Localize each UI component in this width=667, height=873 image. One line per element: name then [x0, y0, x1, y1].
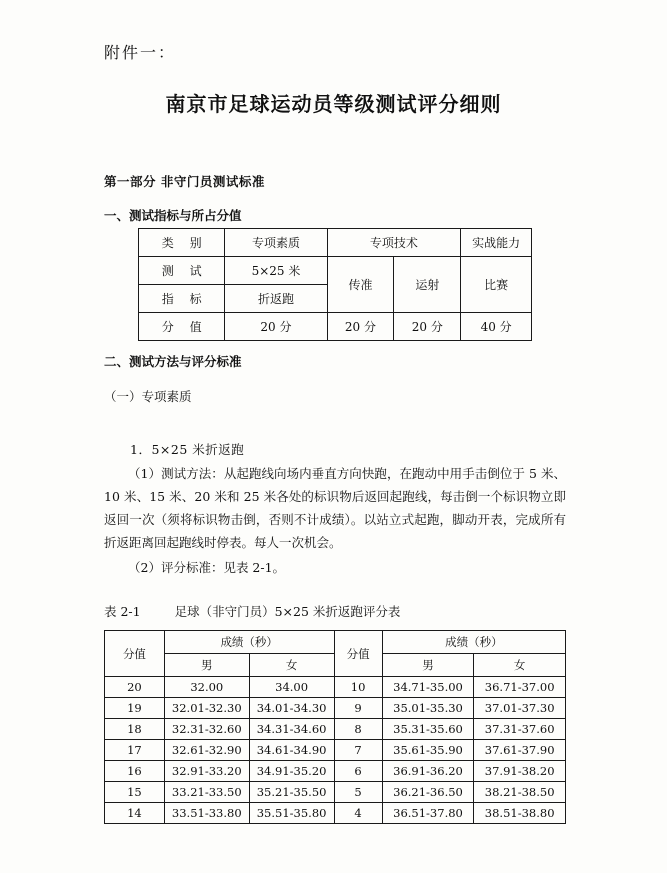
cell-score-fitness: 20 分: [225, 313, 327, 341]
table-row: [139, 313, 532, 341]
cell-male: 36.21-36.50: [382, 782, 474, 803]
cell-male: 35.01-35.30: [382, 698, 474, 719]
cell-male: 35.31-35.60: [382, 719, 474, 740]
section-two-heading: 二、测试方法与评分标准: [104, 354, 242, 369]
cell-male: 36.91-36.20: [382, 761, 474, 782]
cell-score: 17: [105, 740, 165, 761]
cell-female: 38.51-38.80: [474, 803, 566, 824]
cell-male: 35.61-35.90: [382, 740, 474, 761]
cell-score: 5: [334, 782, 382, 803]
table-row: [139, 257, 532, 285]
cell-female: 37.91-38.20: [474, 761, 566, 782]
cell-female: 34.61-34.90: [249, 740, 334, 761]
header-male-left: 男: [164, 654, 249, 677]
table-row: [105, 782, 566, 803]
cell-score-match: 40 分: [461, 313, 532, 341]
caption-text: 足球（非守门员）5×25 米折返跑评分表: [174, 604, 401, 619]
item-1-heading: 1．5×25 米折返跑: [130, 442, 245, 457]
cell-male: 32.61-32.90: [164, 740, 249, 761]
cell-male: 33.21-33.50: [164, 782, 249, 803]
cell-female: 35.21-35.50: [249, 782, 334, 803]
cell-male: 32.31-32.60: [164, 719, 249, 740]
caption-number: 表 2-1: [104, 604, 141, 619]
table-row: [105, 719, 566, 740]
cell-score-label: 分 值: [139, 313, 225, 341]
cell-test-label: 测 试: [139, 257, 225, 285]
header-male-right: 男: [382, 654, 474, 677]
table-2-1-caption: [104, 602, 400, 620]
cell-female: 36.71-37.00: [474, 677, 566, 698]
cell-score-passing: 20 分: [327, 313, 394, 341]
cell-male: 36.51-37.80: [382, 803, 474, 824]
cell-score: 6: [334, 761, 382, 782]
cell-test-passing: 传准: [327, 257, 394, 313]
cell-category-technique: 专项技术: [327, 229, 461, 257]
cell-index-shuttle: 折返跑: [225, 285, 327, 313]
cell-male: 32.91-33.20: [164, 761, 249, 782]
table-row: [105, 677, 566, 698]
score-table: [104, 630, 566, 824]
table-row: [139, 229, 532, 257]
header-score-right: 分值: [334, 631, 382, 677]
attachment-label: 附件一：: [104, 43, 177, 62]
table-row: [105, 698, 566, 719]
cell-score: 18: [105, 719, 165, 740]
cell-test-5x25: 5×25 米: [225, 257, 327, 285]
cell-score-shooting: 20 分: [394, 313, 461, 341]
header-result-right: 成绩（秒）: [382, 631, 565, 654]
cell-female: 34.01-34.30: [249, 698, 334, 719]
table-row: [105, 631, 566, 654]
indicators-table: [138, 228, 532, 341]
cell-category-match: 实战能力: [461, 229, 532, 257]
header-female-left: 女: [249, 654, 334, 677]
cell-test-game: 比赛: [461, 257, 532, 313]
cell-test-shooting: 运射: [394, 257, 461, 313]
table-row: [105, 761, 566, 782]
header-result-left: 成绩（秒）: [164, 631, 334, 654]
paragraph-test-method: （1）测试方法：从起跑线向场内垂直方向快跑，在跑动中用手击倒位于 5 米、10 米、15 米、20 米和 25 米各处的标识物后返回起跑线，每击倒一个标识物立即返回一次（须将标识物击倒，否则不计成绩）。以站立式起跑，脚动开表，完成所有折返距离回起跑线时停表。每人一次机会。: [104, 466, 566, 550]
cell-male: 34.71-35.00: [382, 677, 474, 698]
part-one-heading: 第一部分 非守门员测试标准: [104, 174, 265, 189]
page-title: 南京市足球运动员等级测试评分细则: [165, 92, 502, 116]
cell-female: 34.91-35.20: [249, 761, 334, 782]
cell-male: 33.51-33.80: [164, 803, 249, 824]
paragraph-scoring-standard: （2）评分标准：见表 2-1。: [128, 560, 286, 575]
cell-score: 19: [105, 698, 165, 719]
header-female-right: 女: [474, 654, 566, 677]
cell-female: 34.00: [249, 677, 334, 698]
cell-score: 15: [105, 782, 165, 803]
section-one-heading: 一、测试指标与所占分值: [104, 208, 242, 223]
cell-female: 38.21-38.50: [474, 782, 566, 803]
cell-score: 7: [334, 740, 382, 761]
subsection-a-heading: （一）专项素质: [104, 389, 192, 404]
header-score-left: 分值: [105, 631, 165, 677]
cell-female: 37.31-37.60: [474, 719, 566, 740]
cell-score: 8: [334, 719, 382, 740]
cell-score: 4: [334, 803, 382, 824]
cell-male: 32.00: [164, 677, 249, 698]
table-row: [105, 803, 566, 824]
cell-score: 10: [334, 677, 382, 698]
cell-category-fitness: 专项素质: [225, 229, 327, 257]
cell-score: 14: [105, 803, 165, 824]
cell-score: 16: [105, 761, 165, 782]
cell-female: 37.01-37.30: [474, 698, 566, 719]
cell-female: 34.31-34.60: [249, 719, 334, 740]
cell-index-label: 指 标: [139, 285, 225, 313]
cell-female: 35.51-35.80: [249, 803, 334, 824]
cell-score: 20: [105, 677, 165, 698]
cell-score: 9: [334, 698, 382, 719]
cell-male: 32.01-32.30: [164, 698, 249, 719]
cell-category-label: 类 别: [139, 229, 225, 257]
table-row: [105, 740, 566, 761]
cell-female: 37.61-37.90: [474, 740, 566, 761]
